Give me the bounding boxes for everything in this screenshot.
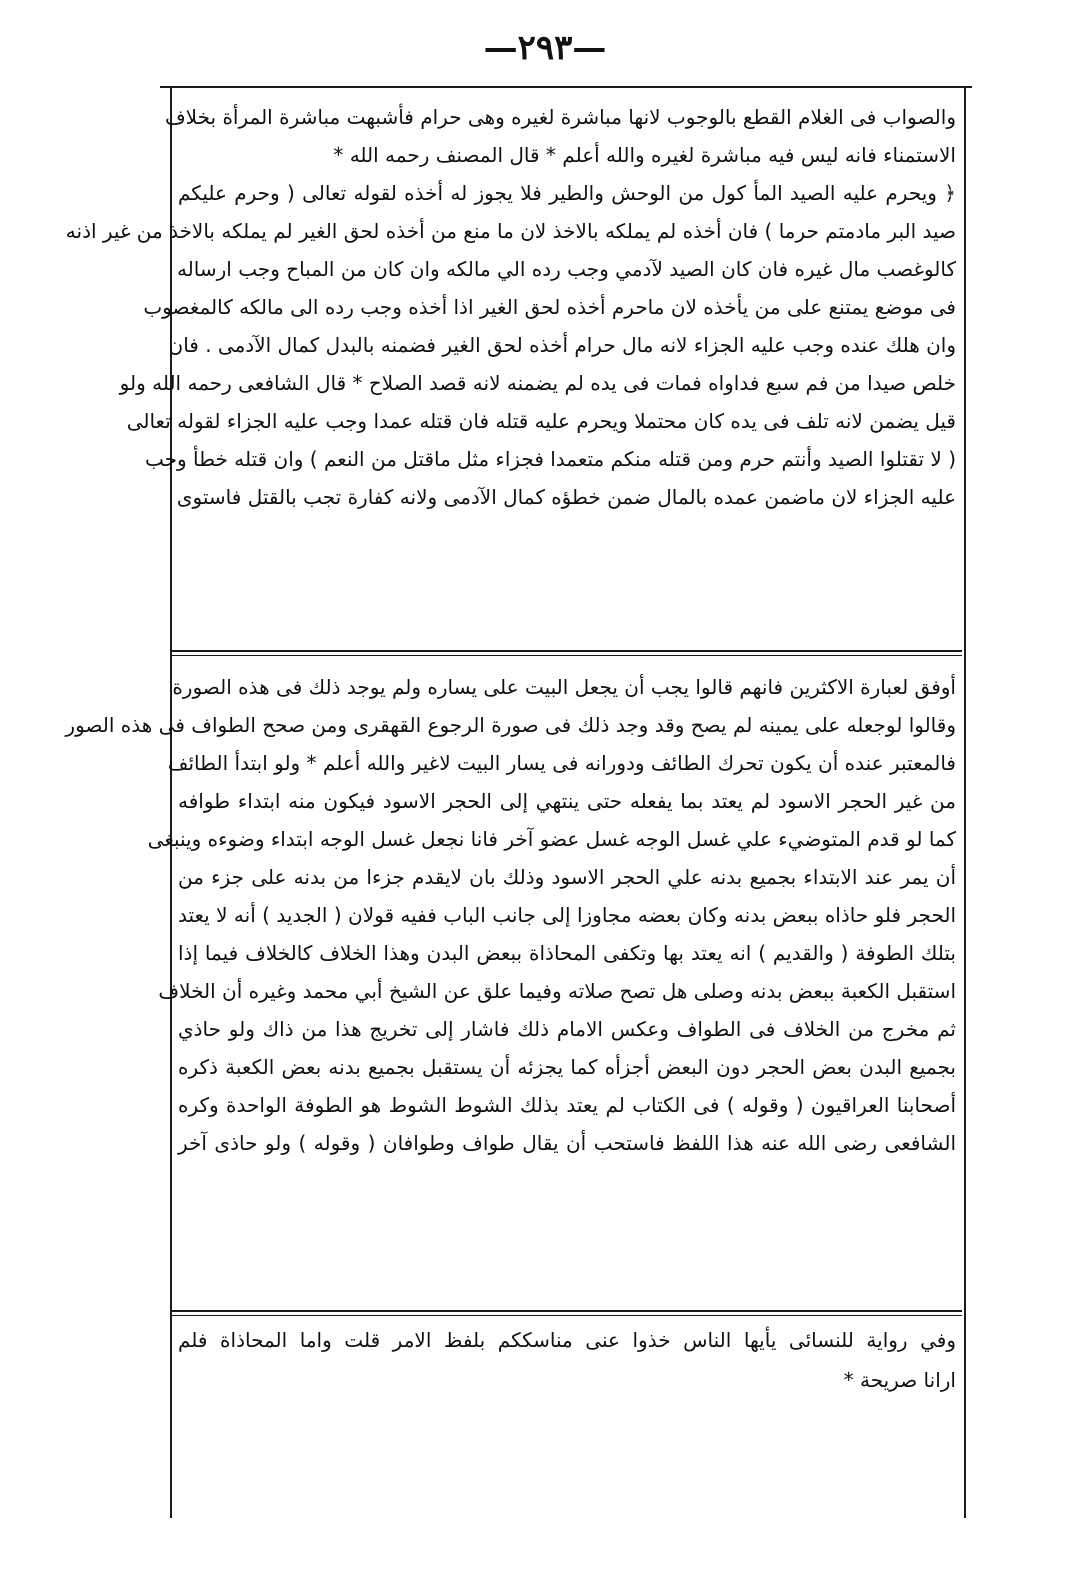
text-line: وقالوا لوجعله على يمينه لم يصح وقد وجد ذلك فى صورة الرجوع القهقرى ومن صحح الطواف فى هذه الصور <box>65 713 956 737</box>
text-line: الشافعى رضى الله عنه هذا اللفظ فاستحب أن يقال طواف وطوافان ( وقوله ) ولو حاذى آخر <box>178 1131 956 1155</box>
text-line: صيد البر مادمتم حرما ) فان أخذه لم يملكه بالاخذ لان ما منع من أخذه لحق الغير لم يملكه بالاخذ من غير اذنه <box>65 219 956 243</box>
text-line: والصواب فى الغلام القطع بالوجوب لانها مباشرة لغيره وهى حرام فأشبهت مباشرة المرأة بخلاف <box>164 105 956 129</box>
text-line: وفي رواية للنسائى يأيها الناس خذوا عنى مناسككم بلفظ الامر قلت واما المحاذاة فلم <box>178 1328 956 1352</box>
text-line: الحجر فلو حاذاه ببعض بدنه وكان بعضه مجاوزا إلى جانب الباب ففيه قولان ( الجديد ) أنه لا يعتد <box>178 903 956 927</box>
text-line: كالوغصب مال غيره فان كان الصيد لآدمي وجب رده الي مالكه وان كان من المباح وجب ارساله <box>176 257 956 281</box>
text-line: الاستمناء فانه ليس فيه مباشرة لغيره والله أعلم * قال المصنف رحمه الله * <box>333 143 956 167</box>
text-line: ارانا صريحة * <box>843 1368 956 1392</box>
footnote-block <box>178 1320 956 1400</box>
text-line: ( لا تقتلوا الصيد وأنتم حرم ومن قتله منكم متعمدا فجزاء مثل ماقتل من النعم ) وان قتله خطأ وجب <box>145 447 956 471</box>
commentary-block <box>65 668 956 1162</box>
text-line: بجميع البدن بعض الحجر دون البعض أجزأه كما يجزئه أن يستقبل بجميع بدنه بعض الكعبة ذكره <box>178 1055 956 1079</box>
text-line: فالمعتبر عنده أن يكون تحرك الطائف ودورانه فى يسار البيت لاغير والله أعلم * ولو ابتدأ الطائف <box>167 751 956 775</box>
text-line: أصحابنا العراقيون ( وقوله ) فى الكتاب لم يعتد بذلك الشوط الشوط هو الطوفة الواحدة وكره <box>178 1093 956 1117</box>
text-line: استقبل الكعبة ببعض بدنه وصلى هل تصح صلاته وفيما علق عن الشيخ أبي محمد وغيره أن الخلاف <box>158 979 956 1003</box>
text-line: ﴿ ويحرم عليه الصيد المأ كول من الوحش والطير فلا يجوز له أخذه لقوله تعالى ( وحرم عليكم <box>178 181 956 205</box>
text-line: عليه الجزاء لان ماضمن عمده بالمال ضمن خطؤه كمال الآدمى ولانه كفارة تجب بالقتل فاستوى <box>176 485 956 509</box>
page-number: —٢٩٣— <box>483 28 607 68</box>
text-line: ثم مخرج من الخلاف فى الطواف وعكس الامام ذلك فاشار إلى تخريج هذا من ذاك ولو حاذي <box>178 1017 956 1041</box>
text-line: كما لو قدم المتوضيء علي غسل الوجه غسل عضو آخر فانا نجعل غسل الوجه ابتداء وضوءه وينبغى <box>147 827 956 851</box>
footnote-divider <box>172 1310 962 1312</box>
main-text-block <box>65 98 956 516</box>
section-divider <box>172 650 962 652</box>
text-line: أن يمر عند الابتداء بجميع بدنه علي الحجر الاسود وذلك بان لايقدم جزءا من بدنه على جزء من <box>178 865 956 889</box>
text-line: بتلك الطوفة ( والقديم ) انه يعتد بها وتكفى المحاذاة ببعض البدن وهذا الخلاف كالخلاف فيما إذا <box>178 941 956 965</box>
text-line: قيل يضمن لانه تلف فى يده كان محتملا ويحرم عليه قتله فان قتله عمدا وجب عليه الجزاء لقوله تعالى <box>126 409 956 433</box>
text-line: أوفق لعبارة الاكثرين فانهم قالوا يجب أن يجعل البيت على يساره ولم يوجد ذلك فى هذه الصورة <box>172 675 956 699</box>
text-line: خلص صيدا من فم سبع فداواه فمات فى يده لم يضمنه لانه قصد الصلاح * قال الشافعى رحمه الله ولو <box>119 371 956 395</box>
text-line: وان هلك عنده وجب عليه الجزاء لانه مال حرام أخذه لحق الغير فضمنه بالبدل كمال الآدمى . فان <box>168 333 956 357</box>
text-line: فى موضع يمتنع على من يأخذه لان ماحرم أخذه لحق الغير اذا أخذه وجب رده الى مالكه كالمغصوب <box>143 295 956 319</box>
text-line: من غير الحجر الاسود لم يعتد بما يفعله حتى ينتهي إلى الحجر الاسود فيكون منه ابتداء طوافه <box>178 789 956 813</box>
